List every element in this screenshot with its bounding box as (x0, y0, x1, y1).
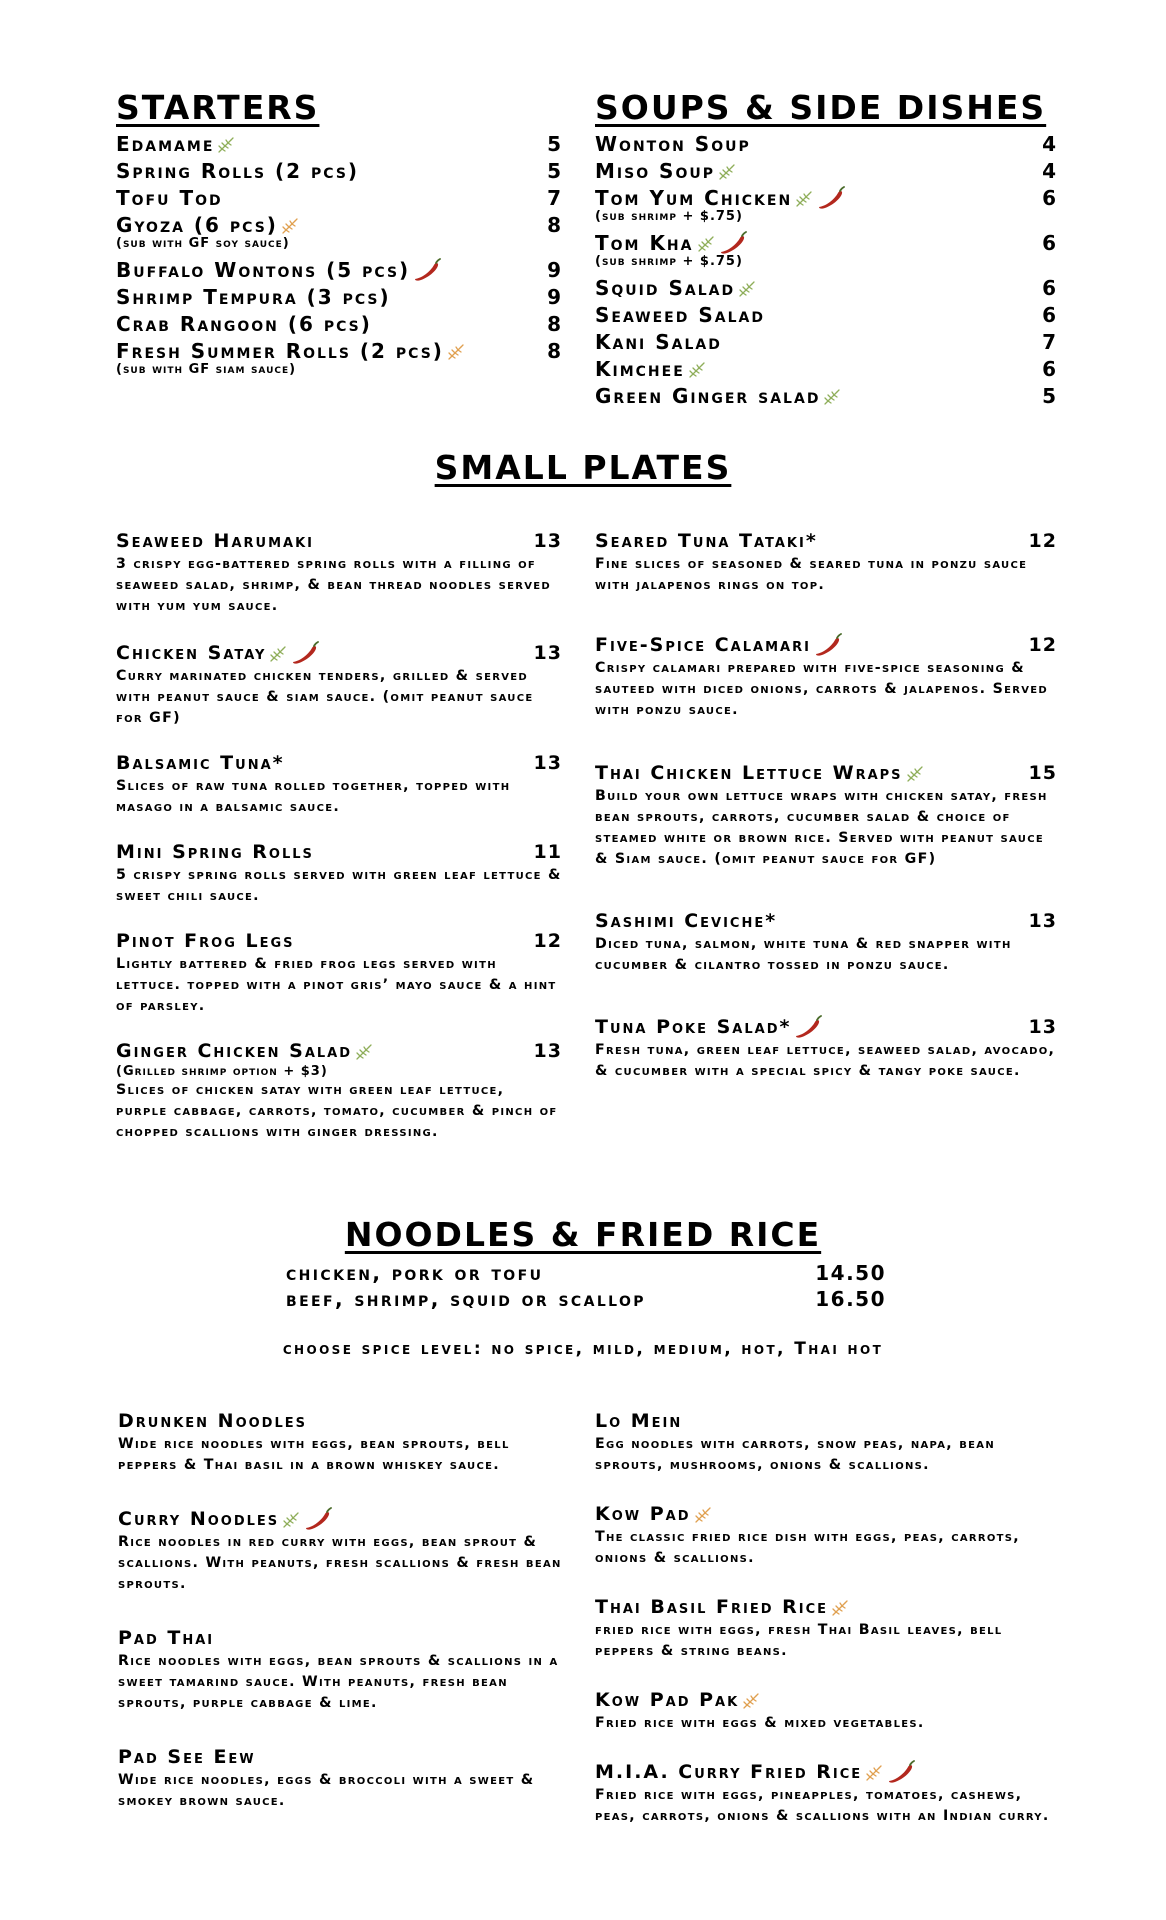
leaf-icon (903, 762, 925, 784)
starters-item (116, 211, 562, 238)
menu-item (118, 1506, 562, 1595)
noodles-right-column (595, 1408, 1057, 1827)
menu-item (118, 1625, 562, 1714)
item-name (116, 159, 359, 183)
chili-pepper-icon (410, 257, 442, 283)
item-header (595, 760, 1057, 786)
menu-item (595, 1408, 1057, 1476)
item-name-text: Wonton Soup (595, 131, 751, 156)
leaf-icon (792, 186, 814, 210)
item-description: Rice noodles in red curry with eggs, bean sprout & scallions. With peanuts, fresh scallions & fresh bean sprouts. (118, 1534, 562, 1592)
soups-title: SOUPS & SIDE DISHES (595, 88, 1047, 127)
item-name-text: Five-Spice Calamari (595, 634, 811, 656)
menu-item (595, 1014, 1057, 1082)
item-name-text: M.I.A. Curry Fried Rice (595, 1761, 863, 1783)
menu-item (595, 1501, 1057, 1569)
item-name (116, 186, 223, 210)
item-description: The classic fried rice dish with eggs, peas, carrots, onions & scallions. (595, 1529, 1020, 1566)
item-header (595, 528, 1057, 554)
item-name (595, 1596, 850, 1618)
menu-item (116, 928, 562, 1017)
item-header (595, 1014, 1057, 1040)
item-header (118, 1408, 562, 1434)
soups-item (595, 184, 1057, 211)
item-description: Slices of raw tuna rolled together, topped with masago in a balsamic sauce. (116, 778, 511, 815)
item-price: 6 (1042, 230, 1057, 255)
item-name (116, 213, 300, 237)
item-name-text: Crab Rangoon (6 pcs) (116, 311, 372, 336)
menu-item (595, 632, 1057, 721)
menu-item (116, 839, 562, 907)
item-name-text: Tom Yum Chicken (595, 185, 793, 210)
leaf-icon (352, 1040, 374, 1062)
item-name (116, 841, 314, 863)
item-price: 5 (547, 131, 562, 156)
leaf-icon (735, 276, 757, 300)
item-name-text: Kow Pad Pak (595, 1689, 740, 1711)
item-description: Fried rice with eggs, pineapples, tomatoes, cashews, peas, carrots, onions & scallions with an Indian curry. (595, 1787, 1050, 1824)
item-option: (Grilled shrimp option + $3) (116, 1064, 328, 1079)
item-name (116, 752, 285, 774)
item-name-text: Edamame (116, 131, 215, 156)
item-header (595, 1759, 1057, 1785)
item-price: 15 (1028, 762, 1057, 784)
menu-item (595, 528, 1057, 596)
item-price: 8 (547, 212, 562, 237)
starters-item (116, 337, 562, 364)
item-name-text: Tofu Tod (116, 185, 223, 210)
soups-item (595, 157, 1057, 184)
item-description: fried rice with eggs, fresh Thai Basil leaves, bell peppers & string beans. (595, 1622, 1003, 1659)
price-label: chicken, pork or tofu (286, 1261, 544, 1285)
item-name (116, 530, 314, 552)
chili-pepper-icon (814, 185, 846, 211)
starters-item (116, 256, 562, 283)
item-price: 13 (533, 642, 562, 664)
item-price: 12 (533, 930, 562, 952)
item-name (118, 1627, 214, 1649)
item-name-text: Spring Rolls (2 pcs) (116, 158, 360, 183)
item-name (595, 185, 846, 211)
item-name (595, 1760, 916, 1784)
menu-item (595, 1594, 1057, 1662)
item-name-text: Fresh Summer Rolls (2 pcs) (116, 338, 444, 363)
item-name-text: Curry Noodles (118, 1508, 280, 1530)
item-name-text: Pinot Frog Legs (116, 930, 295, 952)
small-plates-left-column (116, 528, 562, 1143)
item-name-text: Buffalo Wontons (5 pcs) (116, 257, 411, 282)
item-description: Fried rice with eggs & mixed vegetables. (595, 1715, 925, 1731)
item-name-text: Green Ginger salad (595, 383, 821, 408)
item-name-text: Miso Soup (595, 158, 715, 183)
item-name (595, 910, 777, 932)
leaf-icon (279, 1508, 301, 1530)
item-header (595, 1594, 1057, 1620)
item-name (595, 159, 737, 183)
menu-item (116, 640, 562, 729)
item-price: 13 (1028, 1016, 1057, 1038)
soups-item (595, 274, 1057, 301)
item-header (116, 1038, 562, 1064)
item-price: 8 (547, 338, 562, 363)
price-label: beef, shrimp, squid or scallop (286, 1287, 646, 1311)
noodles-price-table (286, 1260, 886, 1312)
item-name-text: Lo Mein (595, 1410, 683, 1432)
item-price: 13 (1028, 910, 1057, 932)
starters-item (116, 283, 562, 310)
item-header (116, 528, 562, 554)
item-name (595, 1689, 761, 1711)
item-price: 7 (547, 185, 562, 210)
item-header (595, 1501, 1057, 1527)
item-name (116, 339, 466, 363)
item-price: 9 (547, 284, 562, 309)
noodles-title: NOODLES & FRIED RICE (344, 1215, 822, 1254)
soups-item (595, 355, 1057, 382)
item-header (118, 1625, 562, 1651)
item-price: 4 (1042, 131, 1057, 156)
item-header (116, 640, 562, 666)
item-name-text: Thai Chicken Lettuce Wraps (595, 762, 903, 784)
leaf-icon (266, 642, 288, 664)
item-price: 13 (533, 752, 562, 774)
item-price: 6 (1042, 275, 1057, 300)
noodles-left-column (118, 1408, 562, 1812)
item-name-text: Mini Spring Rolls (116, 841, 314, 863)
item-name-text: Pad See Eew (118, 1746, 256, 1768)
item-price: 12 (1028, 634, 1057, 656)
menu-item (595, 760, 1057, 870)
item-header (118, 1744, 562, 1770)
item-description: Curry marinated chicken tenders, grilled & served with peanut sauce & siam sauce. (omit peanut sauce for GF) (116, 668, 534, 726)
item-name (116, 641, 320, 665)
item-price: 12 (1028, 530, 1057, 552)
price-row-beef (286, 1286, 886, 1312)
item-price: 13 (533, 530, 562, 552)
item-price: 4 (1042, 158, 1057, 183)
leaf-icon (685, 357, 707, 381)
price-value: 14.50 (815, 1261, 886, 1285)
item-header (116, 750, 562, 776)
item-price: 6 (1042, 185, 1057, 210)
chili-pepper-icon (288, 641, 320, 665)
item-header (116, 839, 562, 865)
item-name-text: Kimchee (595, 356, 685, 381)
item-description: Rice noodles with eggs, bean sprouts & scallions in a sweet tamarind sauce. With peanuts, fresh bean sprouts, purple cabbage & lime. (118, 1653, 559, 1711)
menu-item (118, 1408, 562, 1476)
item-description: Fresh tuna, green leaf lettuce, seaweed salad, avocado, & cucumber with a special spicy & tangy poke sauce. (595, 1042, 1056, 1079)
item-description: Build your own lettuce wraps with chicken satay, fresh bean sprouts, carrots, cucumber salad & choice of steamed white or brown rice. Served with peanut sauce & Siam sauce. (omit peanut sauce for GF) (595, 788, 1048, 867)
chili-pepper-icon (791, 1015, 823, 1039)
item-name-text: Kani Salad (595, 329, 722, 354)
chili-pepper-icon (811, 633, 843, 657)
item-name-text: Seared Tuna Tataki* (595, 530, 818, 552)
item-name (116, 930, 295, 952)
leaf-icon (715, 159, 737, 183)
menu-item (116, 528, 562, 617)
soups-item (595, 301, 1057, 328)
leaf-icon (444, 339, 466, 363)
small-plates-title: SMALL PLATES (434, 448, 732, 487)
item-price: 6 (1042, 302, 1057, 327)
chili-pepper-icon (301, 1507, 333, 1531)
leaf-icon (862, 1761, 884, 1783)
item-name-text: Thai Basil Fried Rice (595, 1596, 828, 1618)
item-description: Fine slices of seasoned & seared tuna in ponzu sauce with jalapenos rings on top. (595, 556, 1028, 593)
menu-item (116, 1038, 562, 1143)
item-description: Wide rice noodles with eggs, bean sprouts, bell peppers & Thai basil in a brown whiskey sauce. (118, 1436, 510, 1473)
item-name (118, 1507, 333, 1531)
item-name (116, 257, 442, 283)
item-name-text: Shrimp Tempura (3 pcs) (116, 284, 391, 309)
soups-list (595, 130, 1057, 409)
chili-pepper-icon (884, 1760, 916, 1784)
price-row-chicken (286, 1260, 886, 1286)
item-name-text: Squid Salad (595, 275, 736, 300)
item-header (595, 1408, 1057, 1434)
starters-item (116, 157, 562, 184)
menu-item (116, 750, 562, 818)
item-name-text: Pad Thai (118, 1627, 215, 1649)
starters-list (116, 130, 562, 382)
item-name-text: Kow Pad (595, 1503, 691, 1525)
item-price: 5 (1042, 383, 1057, 408)
item-header (595, 632, 1057, 658)
item-price: 11 (533, 841, 562, 863)
item-price: 5 (547, 158, 562, 183)
item-header (595, 1687, 1057, 1713)
leaf-icon (691, 1503, 713, 1525)
item-substitution-note: (sub with GF soy sauce) (116, 236, 290, 251)
item-price: 8 (547, 311, 562, 336)
item-name-text: Balsamic Tuna* (116, 752, 285, 774)
item-name (595, 530, 818, 552)
item-name (595, 303, 765, 327)
item-name (116, 1040, 374, 1062)
item-substitution-note: (sub shrimp + $.75) (595, 209, 743, 224)
soups-item (595, 229, 1057, 256)
starters-item (116, 310, 562, 337)
leaf-icon (820, 384, 842, 408)
item-price: 6 (1042, 356, 1057, 381)
item-description: 5 crispy spring rolls served with green leaf lettuce & sweet chili sauce. (116, 867, 562, 904)
item-name-text: Ginger Chicken Salad (116, 1040, 353, 1062)
item-price: 13 (533, 1040, 562, 1062)
menu-item (595, 1759, 1057, 1827)
starters-title: STARTERS (116, 88, 320, 127)
chili-pepper-icon (716, 230, 748, 256)
item-name (595, 1015, 823, 1039)
item-name (116, 312, 372, 336)
item-name-text: Seaweed Harumaki (116, 530, 314, 552)
leaf-icon (214, 132, 236, 156)
soups-item (595, 130, 1057, 157)
soups-item (595, 382, 1057, 409)
item-description: Slices of chicken satay with green leaf lettuce, purple cabbage, carrots, tomato, cucumber & pinch of chopped scallions with ginger dressing. (116, 1082, 558, 1140)
item-name-text: Seaweed Salad (595, 302, 765, 327)
item-description: Diced tuna, salmon, white tuna & red snapper with cucumber & cilantro tossed in ponzu sauce. (595, 936, 1012, 973)
item-description: Wide rice noodles, eggs & broccoli with a sweet & smokey brown sauce. (118, 1772, 535, 1809)
leaf-icon (278, 213, 300, 237)
leaf-icon (694, 231, 716, 255)
item-description: Egg noodles with carrots, snow peas, napa, bean sprouts, mushrooms, onions & scallions. (595, 1436, 995, 1473)
menu-item (595, 1687, 1057, 1734)
item-header (595, 908, 1057, 934)
leaf-icon (739, 1689, 761, 1711)
item-name (595, 357, 707, 381)
item-name (595, 1410, 682, 1432)
menu-item (118, 1744, 562, 1812)
item-name-text: Gyoza (6 pcs) (116, 212, 278, 237)
item-substitution-note: (sub with GF siam sauce) (116, 362, 297, 377)
item-name (595, 330, 722, 354)
item-name (595, 276, 757, 300)
item-name-text: Sashimi Ceviche* (595, 910, 778, 932)
item-name-text: Chicken Satay (116, 642, 267, 664)
starters-item (116, 184, 562, 211)
item-name-text: Tuna Poke Salad* (595, 1016, 792, 1038)
item-description: Lightly battered & fried frog legs served with lettuce. topped with a pinot gris’ mayo sauce & a hint of parsley. (116, 956, 557, 1014)
item-name-text: Drunken Noodles (118, 1410, 307, 1432)
item-name (595, 230, 748, 256)
leaf-icon (828, 1596, 850, 1618)
item-name (116, 285, 391, 309)
item-header (116, 928, 562, 954)
item-price: 9 (547, 257, 562, 282)
item-substitution-note: (sub shrimp + $.75) (595, 254, 743, 269)
item-name (118, 1410, 307, 1432)
starters-item (116, 130, 562, 157)
item-price: 7 (1042, 329, 1057, 354)
item-name (595, 633, 843, 657)
spice-level-note: choose spice level: no spice, mild, medium, hot, Thai hot (282, 1339, 884, 1359)
item-name (595, 1503, 713, 1525)
item-name (595, 762, 925, 784)
soups-item (595, 328, 1057, 355)
menu-item (595, 908, 1057, 976)
item-description: 3 crispy egg-battered spring rolls with a filling of seaweed salad, shrimp, & bean thread noodles served with yum yum sauce. (116, 556, 551, 614)
price-value: 16.50 (815, 1287, 886, 1311)
item-name (118, 1746, 256, 1768)
item-name (595, 384, 842, 408)
item-description: Crispy calamari prepared with five-spice seasoning & sauteed with diced onions, carrots & jalapenos. Served with ponzu sauce. (595, 660, 1048, 718)
item-name (595, 132, 751, 156)
item-header (118, 1506, 562, 1532)
small-plates-right-column (595, 528, 1057, 1082)
item-name (116, 132, 236, 156)
item-name-text: Tom Kha (595, 230, 694, 255)
